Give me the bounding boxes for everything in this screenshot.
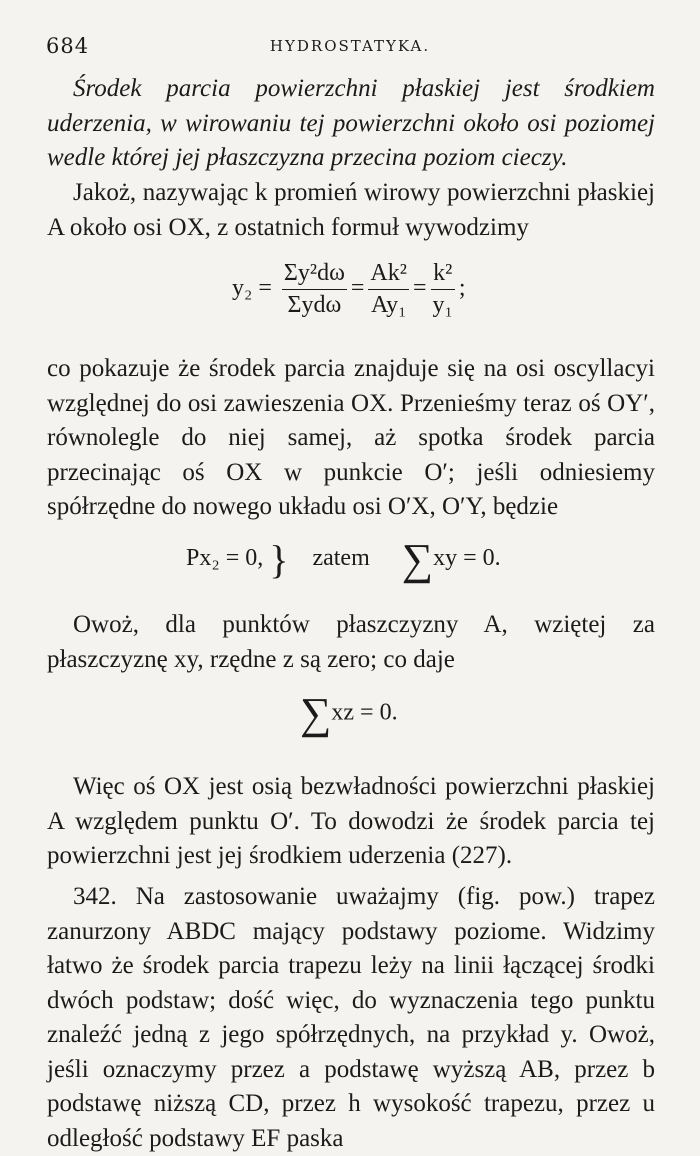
paragraph-inertia-axis: Więc oś OX jest osią bezwładności powierzchni płaskiej A względem punktu O′. To dowodzi że środek parcia tej powierzchni jest jej środkiem uderzenia (227). — [47, 773, 655, 869]
page-header — [46, 34, 654, 64]
eq1-frac1-denominator: Σydω — [287, 292, 342, 318]
eq2-middle: zatem — [312, 545, 370, 572]
page-number: 684 — [46, 34, 90, 58]
eq3-sum-symbol: ∑ — [300, 689, 332, 738]
eq2-left: Px₂ = 0, — [186, 545, 264, 572]
section-number: 342. — [73, 883, 117, 910]
eq1-frac3-denominator: y₁ — [432, 292, 453, 318]
paragraph-trapezoid-text: Na zastosowanie uważajmy (fig. pow.) trapez zanurzony ABDC mający podstawy poziome. Widzimy łatwo że środek parcia trapezu leży na linii łączącej środki dwóch podstaw; dość więc, do wyznaczenia tego punktu znaleźć jedną z jego spółrzędnych, na przykład y. Owoż, jeśli oznaczymy przez a podstawę wyższą AB, przez b podstawę niższą CD, przez h wysokość trapezu, przez u odległość podstawy EF paska — [47, 883, 656, 1152]
paragraph-plane-xy: Owoż, dla punktów płaszczyzny A, wziętej za płaszczyznę xy, rzędne z są zero; co daje — [47, 611, 655, 673]
eq2-sum-symbol: ∑ — [401, 534, 434, 584]
eq1-fraction-2 — [368, 260, 409, 319]
eq1-lhs: y₂ = — [232, 275, 272, 302]
running-title: HYDROSTATYKA. — [269, 37, 431, 55]
eq1-frac2-numerator: Ak² — [368, 260, 409, 290]
eq1-frac3-numerator: k² — [431, 260, 455, 290]
equation-product-sum-xy — [186, 536, 501, 583]
eq1-frac2-denominator: Ay₁ — [370, 292, 407, 318]
eq2-right: xy = 0. — [433, 545, 501, 572]
eq1-frac1-numerator: Σy²dω — [282, 260, 347, 290]
eq3-right: xz = 0. — [331, 699, 398, 726]
eq2-brace: } — [269, 537, 289, 582]
equation-center-of-pressure: y₂ = $\frac{\text{Σy²dω}}{\text{Σydω}}$ = $\frac{\text{Ak²}}{\text{Ay₁}}$ = $\frac{\text{k²}}{\text{y₁}}$ ; — [232, 260, 466, 318]
proof-intro-paragraph: Jakoż, nazywając k promień wirowy powierzchni płaskiej A około osi OX, z ostatnich formuł wywodzimy — [47, 179, 655, 241]
paragraph-oscillation-axis: co pokazuje że środek parcia znajduje się na osi oscyllacyi względnej do osi zawieszenia OX. Przenieśmy teraz oś OY′, równolegle do niej samej, aż spotka środek parcia przecinając oś OX w punkcie O′; jeśli odniesiemy spółrzędne do nowego układu osi O′X, O′Y, będzie — [47, 355, 655, 520]
eq1-tail: ; — [458, 275, 466, 302]
paragraph-trapezoid — [47, 880, 655, 1156]
eq1-fraction-3 — [431, 260, 455, 319]
theorem-statement: Środek parcia powierzchni płaskiej jest środkiem uderzenia, w wirowaniu tej powierzchni około osi poziomej wedle której jej płaszczyzna przecina poziom cieczy. — [47, 75, 655, 171]
equation-product-sum-xz — [300, 689, 398, 738]
eq1-fraction-1 — [282, 260, 347, 319]
